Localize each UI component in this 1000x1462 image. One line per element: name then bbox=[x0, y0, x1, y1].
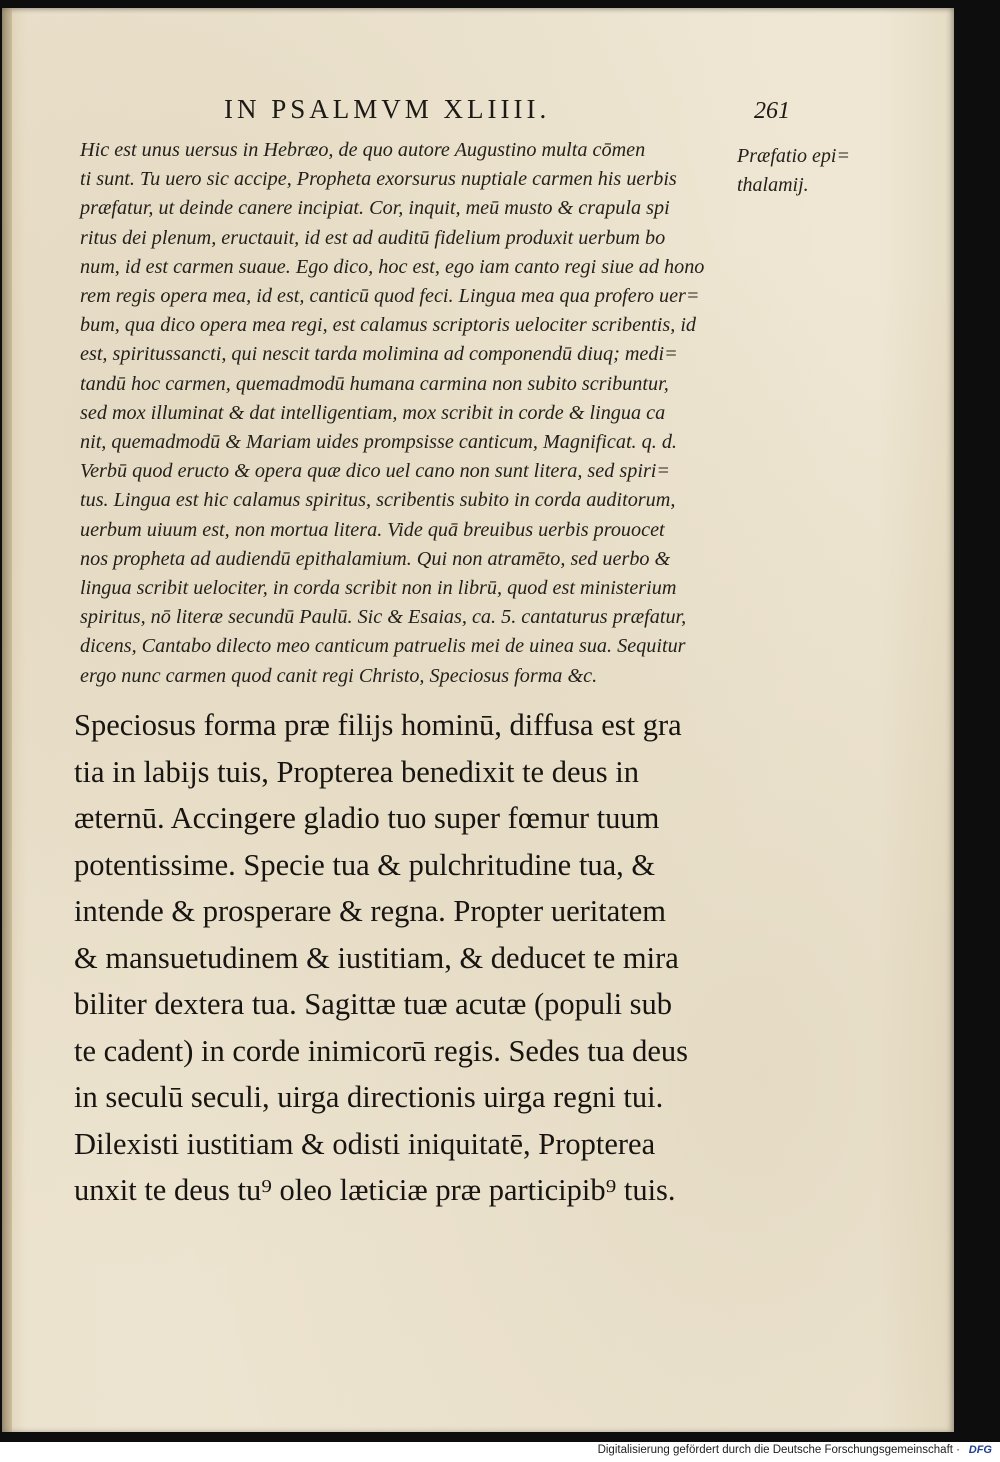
psalm-line: intende & prosperare & regna. Propter ueritatem bbox=[74, 894, 666, 928]
commentary-line: nit, quemadmodū & Mariam uides prompsisse canticum, Magnificat. q. d. bbox=[80, 431, 677, 454]
psalm-line: te cadent) in corde inimicorū regis. Sedes tua deus bbox=[74, 1033, 689, 1068]
psalm-line: æternū. Accingere gladio tuo super fœmur tuum bbox=[74, 801, 660, 835]
footer-credit: Digitalisierung gefördert durch die Deutsche Forschungsgemeinschaft · bbox=[597, 1444, 960, 1456]
marginal-note bbox=[737, 142, 850, 200]
commentary-block bbox=[80, 136, 750, 691]
commentary-line: tus. Lingua est hic calamus spiritus, scribentis subito in corda auditorum, bbox=[80, 489, 676, 512]
commentary-line: nos propheta ad audiendū epithalamium. Qui non atramēto, sed uerbo & bbox=[80, 547, 671, 570]
running-head: IN PSALMVM XLIIII. bbox=[224, 94, 551, 124]
commentary-line: dicens, Cantabo dilecto meo canticum patruelis mei de uinea sua. Sequitur bbox=[80, 635, 686, 658]
commentary-line: ti sunt. Tu uero sic accipe, Propheta exorsurus nuptiale carmen his uerbis bbox=[80, 168, 677, 191]
psalm-line: biliter dextera tua. Sagittæ tuæ acutæ (populi sub bbox=[74, 987, 673, 1021]
psalm-text-block bbox=[74, 702, 754, 1214]
commentary-line: rem regis opera mea, id est, canticū quod feci. Lingua mea qua profero uer= bbox=[80, 285, 700, 308]
commentary-line: tandū hoc carmen, quemadmodū humana carmina non subito scribuntur, bbox=[80, 372, 669, 395]
commentary-line: num, id est carmen suaue. Ego dico, hoc est, ego iam canto regi siue ad hono bbox=[80, 255, 705, 278]
footer-bar bbox=[0, 1442, 1000, 1462]
commentary-line: Hic est unus uersus in Hebræo, de quo autore Augustino multa cōmen bbox=[80, 139, 646, 161]
commentary-line: sed mox illuminat & dat intelligentiam, mox scribit in corde & lingua ca bbox=[80, 401, 666, 424]
psalm-line: potentissime. Specie tua & pulchritudine tua, & bbox=[74, 847, 656, 882]
page-gutter bbox=[2, 8, 12, 1432]
psalm-line: unxit te deus tu⁹ oleo læticiæ præ participib⁹ tuis. bbox=[74, 1173, 676, 1207]
commentary-line: bum, qua dico opera mea regi, est calamus scriptoris uelociter scribentis, id bbox=[80, 314, 697, 337]
psalm-line: Dilexisti iustitiam & odisti iniquitatē, Propterea bbox=[74, 1126, 656, 1161]
psalm-line: & mansuetudinem & iustitiam, & deducet te mira bbox=[74, 940, 679, 975]
psalm-line: in seculū seculi, uirga directionis uirga regni tui. bbox=[74, 1080, 664, 1114]
commentary-line: ritus dei plenum, eructauit, id est ad auditū fidelium produxit uerbum bo bbox=[80, 226, 666, 249]
dfg-logo: DFG bbox=[968, 1444, 992, 1456]
marginal-note-line: thalamij. bbox=[737, 174, 809, 196]
commentary-line: spiritus, nō literæ secundū Paulū. Sic & Esaias, ca. 5. cantaturus præfatur, bbox=[80, 606, 687, 629]
commentary-line: est, spiritussancti, qui nescit tarda molimina ad componendū diuq; medi= bbox=[80, 343, 678, 366]
commentary-line: lingua scribit uelociter, in corda scribit non in librū, quod est ministerium bbox=[80, 577, 677, 600]
commentary-line: Verbū quod eructo & opera quæ dico uel cano non sunt litera, sed spiri= bbox=[80, 460, 671, 483]
psalm-line: Speciosus forma præ filijs hominū, diffusa est gra bbox=[74, 708, 682, 742]
commentary-line: uerbum uiuum est, non mortua litera. Vide quā breuibus uerbis prouocet bbox=[80, 518, 665, 541]
marginal-note-line: Præfatio epi= bbox=[737, 145, 850, 167]
folio-number: 261 bbox=[754, 98, 790, 124]
commentary-line: ergo nunc carmen quod canit regi Christo, Speciosus forma &c. bbox=[80, 664, 598, 687]
psalm-line: tia in labijs tuis, Propterea benedixit te deus in bbox=[74, 754, 639, 789]
commentary-line: præfatur, ut deinde canere incipiat. Cor, inquit, meū musto & crapula spi bbox=[80, 197, 670, 220]
